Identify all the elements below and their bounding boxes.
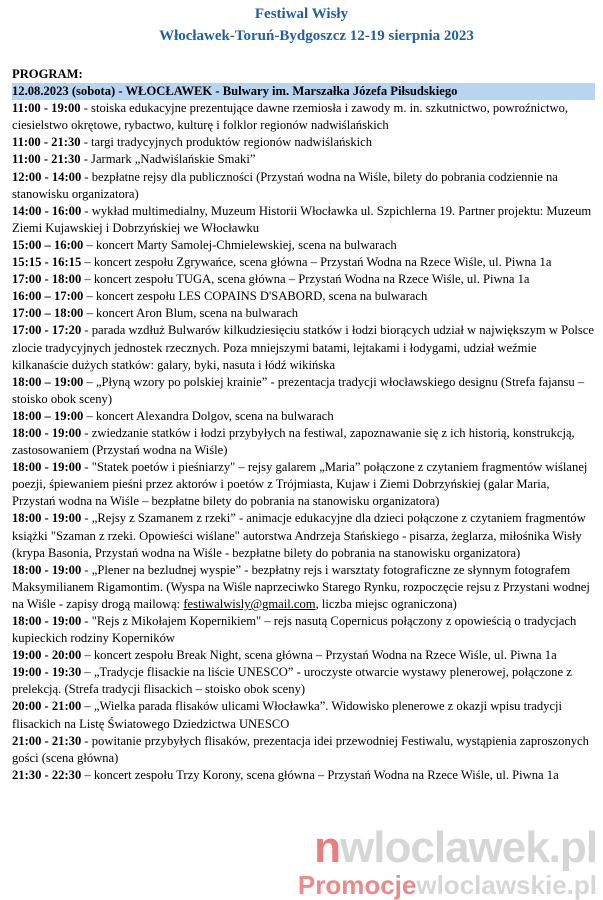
entry-description: – „Wielka parada flisaków ulicami Włocławka”. Widowisko plenerowe z okazji wpisu tradycji flisackich na Listę Światowego Dziedzictwa UNESCO	[12, 699, 563, 731]
program-label: PROGRAM:	[12, 67, 83, 81]
program-entry	[12, 664, 595, 698]
program-entry	[12, 322, 595, 373]
entry-time: 21:00 - 21:30	[12, 733, 82, 748]
entry-time: 19:00 - 20:00	[12, 648, 82, 663]
entry-description: - wykład multimedialny, Muzeum Historii Włocławka ul. Szpichlerna 19. Partner projektu: Muzeum Ziemi Kujawskiej i Dobrzyńskiej we Włocławku	[12, 203, 592, 235]
program-entry	[12, 134, 595, 151]
program-entry	[12, 510, 595, 561]
program-entry	[12, 203, 595, 237]
program-entry	[12, 288, 595, 305]
entry-description: – koncert zespołu TUGA, scena główna – Przystań Wodna na Rzece Wiśle, ul. Piwna 1a	[81, 272, 530, 287]
program-entry	[12, 100, 595, 134]
entry-description: – koncert Marty Samolej-Chmielewskiej, scena na bulwarach	[83, 237, 397, 252]
entry-time: 18:00 - 19:00	[12, 562, 82, 577]
entry-time: 16:00 – 17:00	[12, 289, 84, 304]
program-content	[12, 66, 595, 784]
entry-time: 18:00 - 19:00	[12, 425, 82, 440]
program-entry	[12, 271, 595, 288]
program-entry	[12, 237, 595, 254]
entry-time: 18:00 – 19:00	[12, 408, 84, 423]
page-subtitle: Włocławek-Toruń-Bydgoszcz 12-19 sierpnia 2023	[159, 28, 474, 44]
entry-time: 12:00 - 14:00	[12, 169, 82, 184]
entry-description: - „Plener na bezludnej wyspie” - bezpłatny rejs i warsztaty fotograficzne ze słynnym fotografem Maksymilianem Rigamontim. (Wyspa na Wiśle naprzeciwko Starego Rynku, rozpoczęcie rejsu z Przystani wodnej na Wiśle - zapisy drogą mailową:	[12, 562, 590, 611]
entry-time: 20:00 - 21:00	[12, 699, 82, 714]
entry-description: - targi tradycyjnych produktów regionów nadwiślańskich	[80, 135, 373, 150]
entry-time: 17:00 – 18:00	[12, 306, 84, 321]
entry-time: 21:30 - 22:30	[12, 767, 82, 782]
entry-time: 11:00 - 21:30	[12, 135, 81, 150]
watermark-line-2: Promocjewloclawskie.pl	[297, 870, 597, 900]
program-entry	[12, 151, 595, 168]
entry-description: - powitanie przybyłych flisaków, prezentacja idei przewodniej Festiwalu, wystąpienia zaproszonych gości (scena główna)	[12, 733, 589, 765]
entry-time: 11:00 - 21:30	[12, 152, 81, 167]
entry-description: - zwiedzanie statków i łodzi przybyłych na festiwal, zapoznawanie się z ich historią, konstrukcją, zastosowaniem (Przystań wodna na Wiśle)	[12, 425, 575, 458]
entry-description: – „Tradycje flisackie na liście UNESCO” - uroczyste otwarcie wystawy plenerowej, połączone z prelekcją. (Strefa tradycji flisackich – stoisko obok sceny)	[12, 665, 572, 697]
program-entry	[12, 408, 595, 425]
program-entry	[12, 459, 595, 510]
entry-description: – koncert zespołu Break Night, scena główna – Przystań Wodna na Rzece Wiśle, ul. Piwna 1a	[81, 648, 557, 663]
entry-time: 17:00 - 17:20	[12, 323, 82, 338]
email-link[interactable]: festiwalwisly@gmail.com	[183, 596, 316, 611]
entry-time: 15:00 – 16:00	[12, 237, 84, 252]
entry-description: - Jarmark „Nadwiślańskie Smaki”	[80, 152, 256, 167]
entry-description-tail: , liczba miejsc ograniczona)	[315, 596, 457, 611]
entry-time: 17:00 - 18:00	[12, 272, 82, 287]
program-entry	[12, 698, 595, 732]
program-entry	[12, 374, 595, 408]
entry-description: – „Płyną wzory po polskiej krainie” - prezentacja tradycji włocławskiego designu (Strefa fajansu – stoisko obok sceny)	[12, 374, 585, 406]
entry-description: – koncert zespołu LES COPAINS D'SABORD, scena na bulwarach	[83, 289, 428, 304]
entry-description: - "Statek poetów i pieśniarzy" – rejsy galarem „Maria” połączone z czytaniem fragmentów wiślanej poezji, śpiewaniem pieśni przez aktorów i poetów z Trójmiasta, Kujaw i Ziemi Dobrzyńskiej (galar Maria, Przystań wodna na Wiśle – bezpłatne bilety do pobrania na stanowisku organizatora)	[12, 460, 588, 509]
program-entry	[12, 733, 595, 767]
program-entry	[12, 305, 595, 322]
entry-time: 18:00 - 19:00	[12, 614, 82, 628]
entry-time: 18:00 - 19:00	[12, 460, 82, 475]
entry-description: – koncert zespołu Zgrywańce, scena główna – Przystań Wodna na Rzece Wiśle, ul. Piwna 1a	[81, 255, 552, 270]
entry-time: 11:00 - 19:00	[12, 101, 81, 116]
entry-description: - stoiska edukacyjne prezentujące dawne rzemiosła i zawody m. in. szkutnictwo, powroźnictwo, ciesielstwo okrętowe, rybactwo, kulturę i folklor regionów nadwiślańskich	[12, 101, 569, 133]
watermark-line-1: nwloclawek.pl	[314, 823, 597, 872]
entry-time: 14:00 - 16:00	[12, 203, 82, 218]
program-entry	[12, 425, 595, 459]
entry-time: 18:00 – 19:00	[12, 374, 84, 389]
date-line: 12.08.2023 (sobota) - WŁOCŁAWEK - Bulwary im. Marszałka Józefa Piłsudskiego	[12, 83, 595, 100]
program-entry	[12, 613, 595, 647]
entry-description: – koncert Alexandra Dolgov, scena na bulwarach	[83, 408, 334, 423]
entry-description: – koncert zespołu Trzy Korony, scena główna – Przystań Wodna na Rzece Wiśle, ul. Piwna 1a	[81, 767, 559, 782]
entry-description: - parada wzdłuż Bulwarów kilkudziesięciu statków i łodzi biorących udział w największym w Polsce zlocie tradycyjnych jednostek rzecznych. Poza mniejszymi batami, lejtakami i łodygami, udział weźmie kilkanaście dużych statków: galary, byki, nasuta i łódź wikińska	[12, 323, 594, 372]
entry-description: – koncert Aron Blum, scena na bulwarach	[83, 306, 299, 321]
program-entry	[12, 562, 595, 613]
entry-description: - „Rejsy z Szamanem z rzeki” - animacje edukacyjne dla dzieci połączone z czytaniem fragmentów książki "Szaman z rzeki. Opowieści wiślane" autorstwa Andrzeja Stańskiego - pisarza, żeglarza, miłośnika Wisły (krypa Basonia, Przystań wodna na Wiśle - bezpłatne bilety do pobrania na stanowisku organizatora)	[12, 511, 586, 560]
watermark-logo	[297, 823, 597, 900]
page-title: Festiwal Wisły	[254, 6, 349, 22]
program-entries	[12, 100, 595, 784]
program-entry	[12, 254, 595, 271]
program-entry	[12, 767, 595, 784]
entry-description: - "Rejs z Mikołajem Kopernikiem" – rejs nasutą Copernicus połączony z opowieścią o tradycjach kupieckich rodziny Koperników	[12, 614, 577, 646]
entry-time: 19:00 - 19:30	[12, 665, 82, 680]
entry-time: 15:15 - 16:15	[12, 255, 82, 270]
program-entry	[12, 647, 595, 664]
program-entry	[12, 169, 595, 203]
entry-description: - bezpłatne rejsy dla publiczności (Przystań wodna na Wiśle, bilety do pobrania codziennie na stanowisku organizatora)	[12, 169, 558, 201]
entry-time: 18:00 - 19:00	[12, 511, 82, 526]
